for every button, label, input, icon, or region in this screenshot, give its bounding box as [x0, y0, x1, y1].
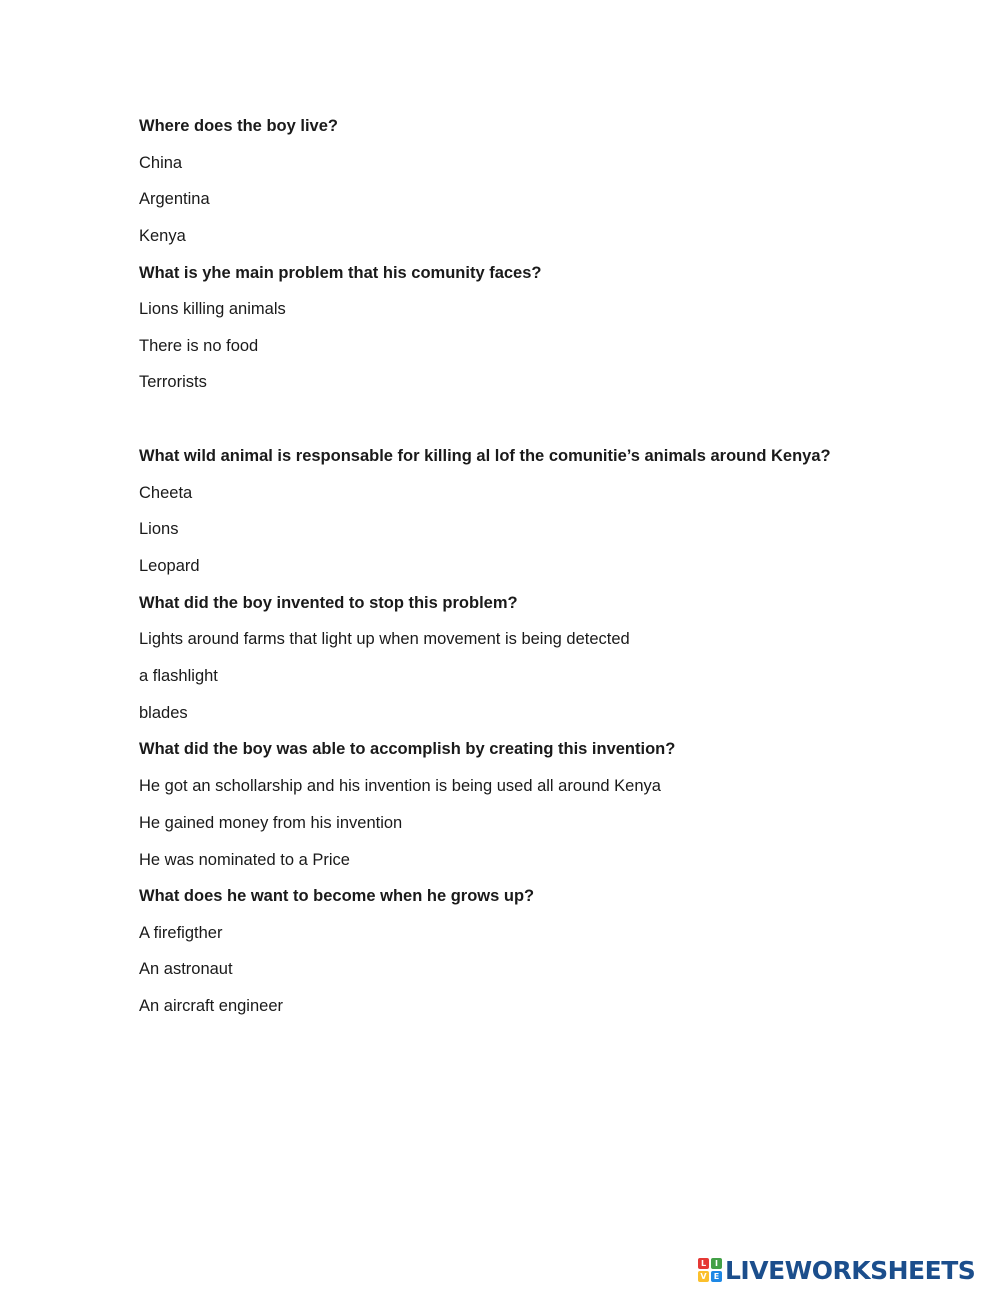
option-4-1: Lights around farms that light up when movement is being detected [139, 630, 630, 648]
option-6-3: An aircraft engineer [139, 997, 283, 1015]
logo-letter-e: E [711, 1271, 722, 1282]
logo-letter-i: I [711, 1258, 722, 1269]
option-2-1: Lions killing animals [139, 300, 286, 318]
logo-letter-v: V [698, 1271, 709, 1282]
option-1-1: China [139, 154, 183, 172]
option-1-3: Kenya [139, 227, 186, 245]
option-3-1: Cheeta [139, 484, 193, 502]
option-6-2: An astronaut [139, 960, 233, 978]
question-1: Where does the boy live? [139, 117, 338, 135]
logo-letter-l: L [698, 1258, 709, 1269]
option-6-1: A firefigther [139, 924, 223, 942]
option-2-3: Terrorists [139, 373, 207, 391]
option-4-2: a flashlight [139, 667, 218, 685]
question-5: What did the boy was able to accomplish by creating this invention? [139, 740, 676, 758]
option-2-2: There is no food [139, 337, 259, 355]
question-2: What is yhe main problem that his comunity faces? [139, 264, 542, 282]
option-3-3: Leopard [139, 557, 200, 575]
liveworksheets-logo [698, 1256, 975, 1284]
option-5-1: He got an schollarship and his invention is being used all around Kenya [139, 777, 661, 795]
option-5-3: He was nominated to a Price [139, 851, 350, 869]
option-3-2: Lions [139, 520, 179, 538]
question-6: What does he want to become when he grows up? [139, 887, 535, 905]
question-4: What did the boy invented to stop this problem? [139, 594, 518, 612]
live-grid-icon [698, 1258, 722, 1282]
option-4-3: blades [139, 704, 188, 722]
option-1-2: Argentina [139, 190, 210, 208]
logo-text: LIVEWORKSHEETS [725, 1255, 976, 1285]
question-3: What wild animal is responsable for killing al lof the comunitie’s animals around Kenya? [139, 447, 831, 465]
option-5-2: He gained money from his invention [139, 814, 403, 832]
